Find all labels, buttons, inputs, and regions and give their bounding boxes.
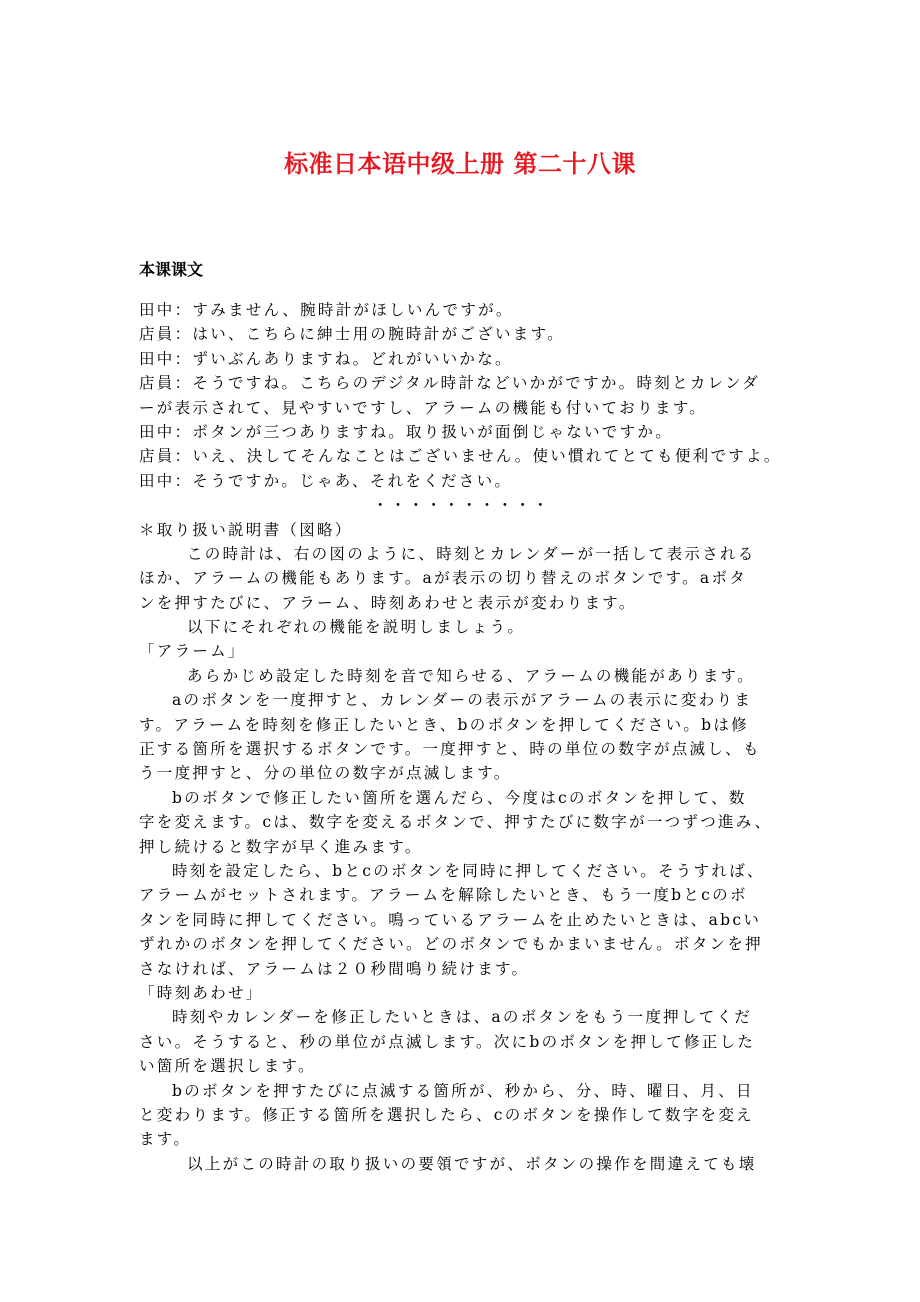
text-line: タンを同時に押してください。鳴っているアラームを止めたいときは、abcい	[139, 910, 762, 929]
text-line: 店員：そうですね。こちらのデジタル時計などいかがですか。時刻とカレンダ	[139, 374, 761, 393]
text-line: ずれかのボタンを押してください。どのボタンでもかまいません。ボタンを押	[139, 935, 763, 954]
text-line: す。アラームを時刻を修正したいとき、bのボタンを押してください。bは修	[139, 715, 749, 734]
text-line: 押し続けると数字が早く進みます。	[139, 837, 423, 856]
text-line: 時刻を設定したら、bとcのボタンを同時に押してください。そうすれば、	[172, 861, 765, 880]
text-line: ンを押すたびに、アラーム、時刻あわせと表示が変わります。	[139, 593, 637, 612]
text-line: ほか、アラームの機能もあります。aが表示の切り替えのボタンです。aボタ	[139, 569, 748, 588]
text-line: 店員：いえ、決してそんなことはございません。使い慣れてとても便利ですよ。	[139, 447, 782, 466]
text-line: bのボタンで修正したい箇所を選んだら、今度はcのボタンを押して、数	[172, 788, 747, 807]
body-text	[139, 298, 784, 1176]
text-line: さい。そうすると、秒の単位が点滅します。次にbのボタンを押して修正した	[139, 1032, 756, 1051]
text-line: 「アラーム」	[139, 642, 246, 661]
text-line: アラームがセットされます。アラームを解除したいとき、もう一度bとcのボ	[139, 886, 748, 905]
text-line: 田中：ボタンが三つありますね。取り扱いが面倒じゃないですか。	[139, 422, 674, 441]
text-line: ・・・・・・・・・・	[372, 496, 551, 515]
text-line: bのボタンを押すたびに点滅する箇所が、秒から、分、時、曜日、月、日	[172, 1081, 754, 1100]
text-line: 田中：ずいぶんありますね。どれがいいかな。	[139, 349, 513, 368]
text-line: 時刻やカレンダーを修正したいときは、aのボタンをもう一度押してくだ	[172, 1008, 753, 1027]
text-line: 田中：そうですか。じゃあ、それをください。	[139, 471, 513, 490]
text-line: う一度押すと、分の単位の数字が点滅します。	[139, 764, 512, 783]
text-line: い箇所を選択します。	[139, 1057, 316, 1076]
text-line: aのボタンを一度押すと、カレンダーの表示がアラームの表示に変わりま	[172, 691, 753, 710]
text-line: と変わります。修正する箇所を選択したら、cのボタンを操作して数字を変え	[139, 1105, 754, 1124]
text-line: あらかじめ設定した時刻を音で知らせる、アラームの機能があります。	[187, 666, 755, 685]
page-title: 标准日本语中级上册 第二十八课	[284, 150, 636, 178]
section-heading: 本课课文	[139, 260, 204, 279]
text-line: この時計は、右の図のように、時刻とカレンダーが一括して表示される	[187, 544, 756, 563]
text-line: 店員：はい、こちらに紳士用の腕時計がございます。	[139, 325, 565, 344]
text-line: 「時刻あわせ」	[139, 983, 264, 1002]
text-line: さなければ、アラームは２０秒間鳴り続けます。	[139, 959, 530, 978]
text-line: ーが表示されて、見やすいですし、アラームの機能も付いております。	[139, 398, 708, 417]
text-line: 以下にそれぞれの機能を説明しましょう。	[187, 618, 526, 637]
text-line: 田中：すみません、腕時計がほしいんですが。	[139, 301, 514, 319]
text-line: ＊取り扱い説明書（図略）	[139, 520, 353, 539]
text-line: 以上がこの時計の取り扱いの要領ですが、ボタンの操作を間違えても壊	[187, 1154, 757, 1173]
text-line: 正する箇所を選択するボタンです。一度押すと、時の単位の数字が点滅し、も	[139, 740, 761, 759]
text-line: ます。	[139, 1130, 192, 1149]
text-line: 字を変えます。cは、数字を変えるボタンで、押すたびに数字が一つずつ進み、	[139, 813, 773, 832]
